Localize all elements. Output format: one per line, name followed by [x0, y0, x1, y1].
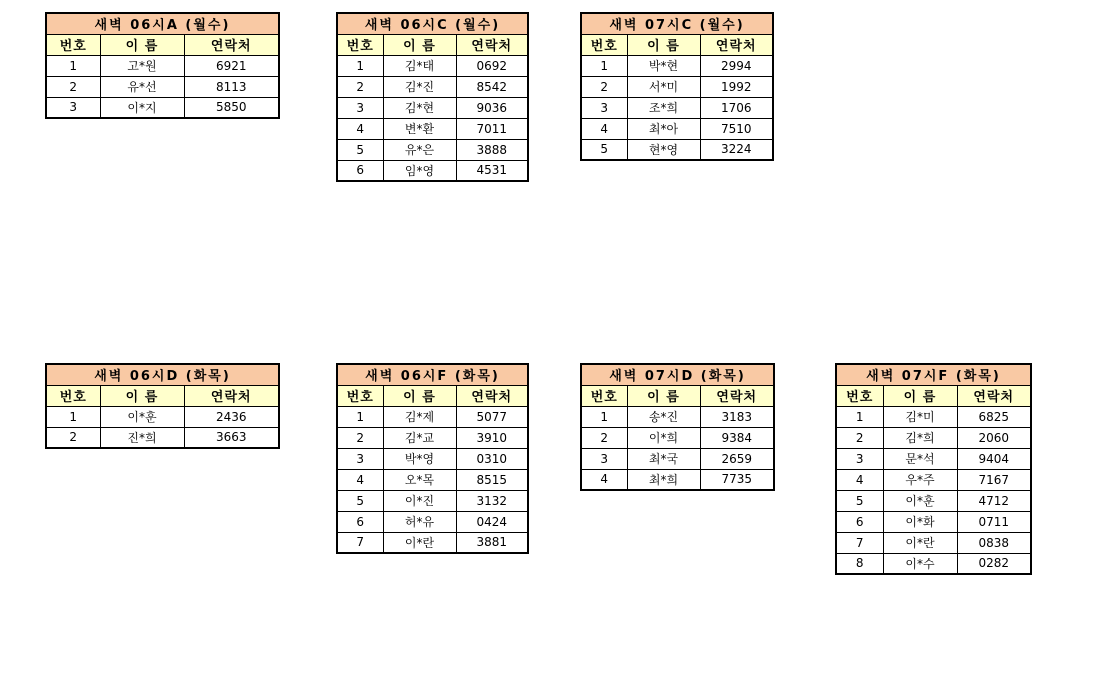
- table-row: [46, 427, 279, 448]
- table-title: 새벽 06시D (화목): [46, 364, 279, 385]
- table-row: [836, 427, 1031, 448]
- name-cell: 조*희: [627, 97, 700, 118]
- contact-cell: 3663: [184, 427, 279, 448]
- contact-cell: 2994: [700, 55, 773, 76]
- column-header: 번호: [46, 385, 100, 406]
- name-cell: 김*희: [883, 427, 957, 448]
- header-row: [46, 385, 279, 406]
- contact-cell: 0692: [456, 55, 528, 76]
- column-header: 연락처: [456, 34, 528, 55]
- table-row: [337, 55, 528, 76]
- row-number-cell: 5: [836, 490, 883, 511]
- contact-cell: 3132: [456, 490, 528, 511]
- contact-cell: 4712: [957, 490, 1031, 511]
- table-row: [337, 532, 528, 553]
- name-cell: 최*아: [627, 118, 700, 139]
- name-cell: 진*희: [100, 427, 184, 448]
- name-cell: 김*진: [383, 76, 456, 97]
- column-header: 번호: [46, 34, 100, 55]
- table-row: [581, 118, 773, 139]
- column-header: 연락처: [957, 385, 1031, 406]
- name-cell: 이*희: [627, 427, 700, 448]
- table-row: [836, 532, 1031, 553]
- column-header: 번호: [581, 385, 627, 406]
- title-row: [46, 13, 279, 34]
- column-header: 번호: [836, 385, 883, 406]
- contact-cell: 3910: [456, 427, 528, 448]
- table-row: [337, 406, 528, 427]
- name-cell: 박*영: [383, 448, 456, 469]
- column-header: 연락처: [184, 34, 279, 55]
- row-number-cell: 4: [581, 469, 627, 490]
- table-row: [337, 160, 528, 181]
- contact-cell: 0282: [957, 553, 1031, 574]
- name-cell: 김*현: [383, 97, 456, 118]
- header-row: [836, 385, 1031, 406]
- contact-cell: 6825: [957, 406, 1031, 427]
- table-row: [581, 76, 773, 97]
- row-number-cell: 5: [337, 139, 383, 160]
- contact-cell: 3183: [700, 406, 774, 427]
- table-row: [337, 97, 528, 118]
- contact-cell: 9404: [957, 448, 1031, 469]
- title-row: [581, 364, 774, 385]
- column-header: 연락처: [700, 34, 773, 55]
- row-number-cell: 7: [337, 532, 383, 553]
- roster-table: [580, 12, 774, 161]
- table-row: [46, 55, 279, 76]
- contact-cell: 7510: [700, 118, 773, 139]
- contact-cell: 2060: [957, 427, 1031, 448]
- title-row: [337, 13, 528, 34]
- column-header: 이 름: [383, 385, 456, 406]
- contact-cell: 7011: [456, 118, 528, 139]
- contact-cell: 2659: [700, 448, 774, 469]
- contact-cell: 1706: [700, 97, 773, 118]
- column-header: 번호: [337, 385, 383, 406]
- contact-cell: 8113: [184, 76, 279, 97]
- column-header: 이 름: [100, 385, 184, 406]
- name-cell: 송*진: [627, 406, 700, 427]
- header-row: [337, 385, 528, 406]
- table-title: 새벽 06시A (월수): [46, 13, 279, 34]
- table-row: [581, 469, 774, 490]
- contact-cell: 9036: [456, 97, 528, 118]
- contact-cell: 1992: [700, 76, 773, 97]
- name-cell: 이*훈: [883, 490, 957, 511]
- name-cell: 김*태: [383, 55, 456, 76]
- title-row: [46, 364, 279, 385]
- column-header: 연락처: [456, 385, 528, 406]
- name-cell: 유*은: [383, 139, 456, 160]
- row-number-cell: 3: [581, 97, 627, 118]
- name-cell: 이*화: [883, 511, 957, 532]
- row-number-cell: 2: [581, 76, 627, 97]
- table-row: [836, 448, 1031, 469]
- row-number-cell: 8: [836, 553, 883, 574]
- contact-cell: 7167: [957, 469, 1031, 490]
- row-number-cell: 5: [337, 490, 383, 511]
- name-cell: 고*원: [100, 55, 184, 76]
- table-row: [581, 97, 773, 118]
- table-row: [337, 76, 528, 97]
- row-number-cell: 2: [581, 427, 627, 448]
- row-number-cell: 4: [836, 469, 883, 490]
- name-cell: 이*란: [383, 532, 456, 553]
- name-cell: 박*현: [627, 55, 700, 76]
- table-row: [581, 448, 774, 469]
- row-number-cell: 2: [337, 427, 383, 448]
- roster-table-wrapper: [580, 363, 775, 491]
- table-title: 새벽 07시D (화목): [581, 364, 774, 385]
- contact-cell: 5077: [456, 406, 528, 427]
- name-cell: 오*목: [383, 469, 456, 490]
- table-row: [337, 448, 528, 469]
- header-row: [581, 34, 773, 55]
- table-row: [337, 139, 528, 160]
- table-row: [46, 406, 279, 427]
- row-number-cell: 2: [836, 427, 883, 448]
- contact-cell: 0711: [957, 511, 1031, 532]
- table-title: 새벽 06시F (화목): [337, 364, 528, 385]
- title-row: [836, 364, 1031, 385]
- header-row: [581, 385, 774, 406]
- column-header: 이 름: [627, 385, 700, 406]
- roster-table: [45, 12, 280, 119]
- row-number-cell: 6: [337, 511, 383, 532]
- name-cell: 김*교: [383, 427, 456, 448]
- contact-cell: 0838: [957, 532, 1031, 553]
- roster-table: [45, 363, 280, 449]
- row-number-cell: 4: [337, 469, 383, 490]
- table-row: [337, 118, 528, 139]
- row-number-cell: 1: [836, 406, 883, 427]
- row-number-cell: 2: [46, 427, 100, 448]
- title-row: [337, 364, 528, 385]
- roster-table-wrapper: [835, 363, 1032, 575]
- row-number-cell: 1: [337, 55, 383, 76]
- row-number-cell: 7: [836, 532, 883, 553]
- row-number-cell: 3: [337, 448, 383, 469]
- table-title: 새벽 07시F (화목): [836, 364, 1031, 385]
- table-row: [46, 97, 279, 118]
- column-header: 연락처: [184, 385, 279, 406]
- roster-table: [835, 363, 1032, 575]
- row-number-cell: 1: [337, 406, 383, 427]
- row-number-cell: 6: [337, 160, 383, 181]
- roster-table-wrapper: [580, 12, 774, 161]
- title-row: [581, 13, 773, 34]
- contact-cell: 3888: [456, 139, 528, 160]
- table-row: [581, 427, 774, 448]
- table-row: [581, 55, 773, 76]
- table-row: [46, 76, 279, 97]
- row-number-cell: 1: [46, 406, 100, 427]
- contact-cell: 8515: [456, 469, 528, 490]
- contact-cell: 5850: [184, 97, 279, 118]
- name-cell: 이*지: [100, 97, 184, 118]
- row-number-cell: 2: [337, 76, 383, 97]
- table-row: [337, 490, 528, 511]
- name-cell: 이*란: [883, 532, 957, 553]
- table-row: [581, 139, 773, 160]
- row-number-cell: 4: [581, 118, 627, 139]
- roster-table: [580, 363, 775, 491]
- roster-table-wrapper: [336, 12, 529, 182]
- name-cell: 문*석: [883, 448, 957, 469]
- table-row: [836, 553, 1031, 574]
- name-cell: 유*선: [100, 76, 184, 97]
- row-number-cell: 3: [836, 448, 883, 469]
- name-cell: 우*주: [883, 469, 957, 490]
- column-header: 번호: [581, 34, 627, 55]
- row-number-cell: 4: [337, 118, 383, 139]
- name-cell: 이*진: [383, 490, 456, 511]
- name-cell: 이*수: [883, 553, 957, 574]
- row-number-cell: 3: [581, 448, 627, 469]
- contact-cell: 0310: [456, 448, 528, 469]
- name-cell: 이*훈: [100, 406, 184, 427]
- table-title: 새벽 07시C (월수): [581, 13, 773, 34]
- contact-cell: 3224: [700, 139, 773, 160]
- name-cell: 임*영: [383, 160, 456, 181]
- row-number-cell: 1: [581, 406, 627, 427]
- name-cell: 허*유: [383, 511, 456, 532]
- contact-cell: 3881: [456, 532, 528, 553]
- table-row: [337, 511, 528, 532]
- row-number-cell: 1: [581, 55, 627, 76]
- roster-table: [336, 12, 529, 182]
- column-header: 연락처: [700, 385, 774, 406]
- column-header: 이 름: [883, 385, 957, 406]
- row-number-cell: 1: [46, 55, 100, 76]
- header-row: [337, 34, 528, 55]
- table-row: [337, 469, 528, 490]
- row-number-cell: 5: [581, 139, 627, 160]
- roster-table: [336, 363, 529, 554]
- name-cell: 최*희: [627, 469, 700, 490]
- roster-table-wrapper: [336, 363, 529, 554]
- column-header: 번호: [337, 34, 383, 55]
- row-number-cell: 6: [836, 511, 883, 532]
- table-row: [337, 427, 528, 448]
- contact-cell: 2436: [184, 406, 279, 427]
- table-row: [836, 406, 1031, 427]
- row-number-cell: 3: [46, 97, 100, 118]
- table-row: [836, 511, 1031, 532]
- name-cell: 김*제: [383, 406, 456, 427]
- table-title: 새벽 06시C (월수): [337, 13, 528, 34]
- contact-cell: 4531: [456, 160, 528, 181]
- roster-table-wrapper: [45, 12, 280, 119]
- name-cell: 김*미: [883, 406, 957, 427]
- name-cell: 서*미: [627, 76, 700, 97]
- contact-cell: 0424: [456, 511, 528, 532]
- contact-cell: 6921: [184, 55, 279, 76]
- column-header: 이 름: [383, 34, 456, 55]
- table-row: [836, 490, 1031, 511]
- name-cell: 현*영: [627, 139, 700, 160]
- contact-cell: 7735: [700, 469, 774, 490]
- row-number-cell: 2: [46, 76, 100, 97]
- table-row: [836, 469, 1031, 490]
- column-header: 이 름: [100, 34, 184, 55]
- name-cell: 최*국: [627, 448, 700, 469]
- contact-cell: 8542: [456, 76, 528, 97]
- row-number-cell: 3: [337, 97, 383, 118]
- column-header: 이 름: [627, 34, 700, 55]
- name-cell: 변*환: [383, 118, 456, 139]
- contact-cell: 9384: [700, 427, 774, 448]
- table-row: [581, 406, 774, 427]
- header-row: [46, 34, 279, 55]
- roster-table-wrapper: [45, 363, 280, 449]
